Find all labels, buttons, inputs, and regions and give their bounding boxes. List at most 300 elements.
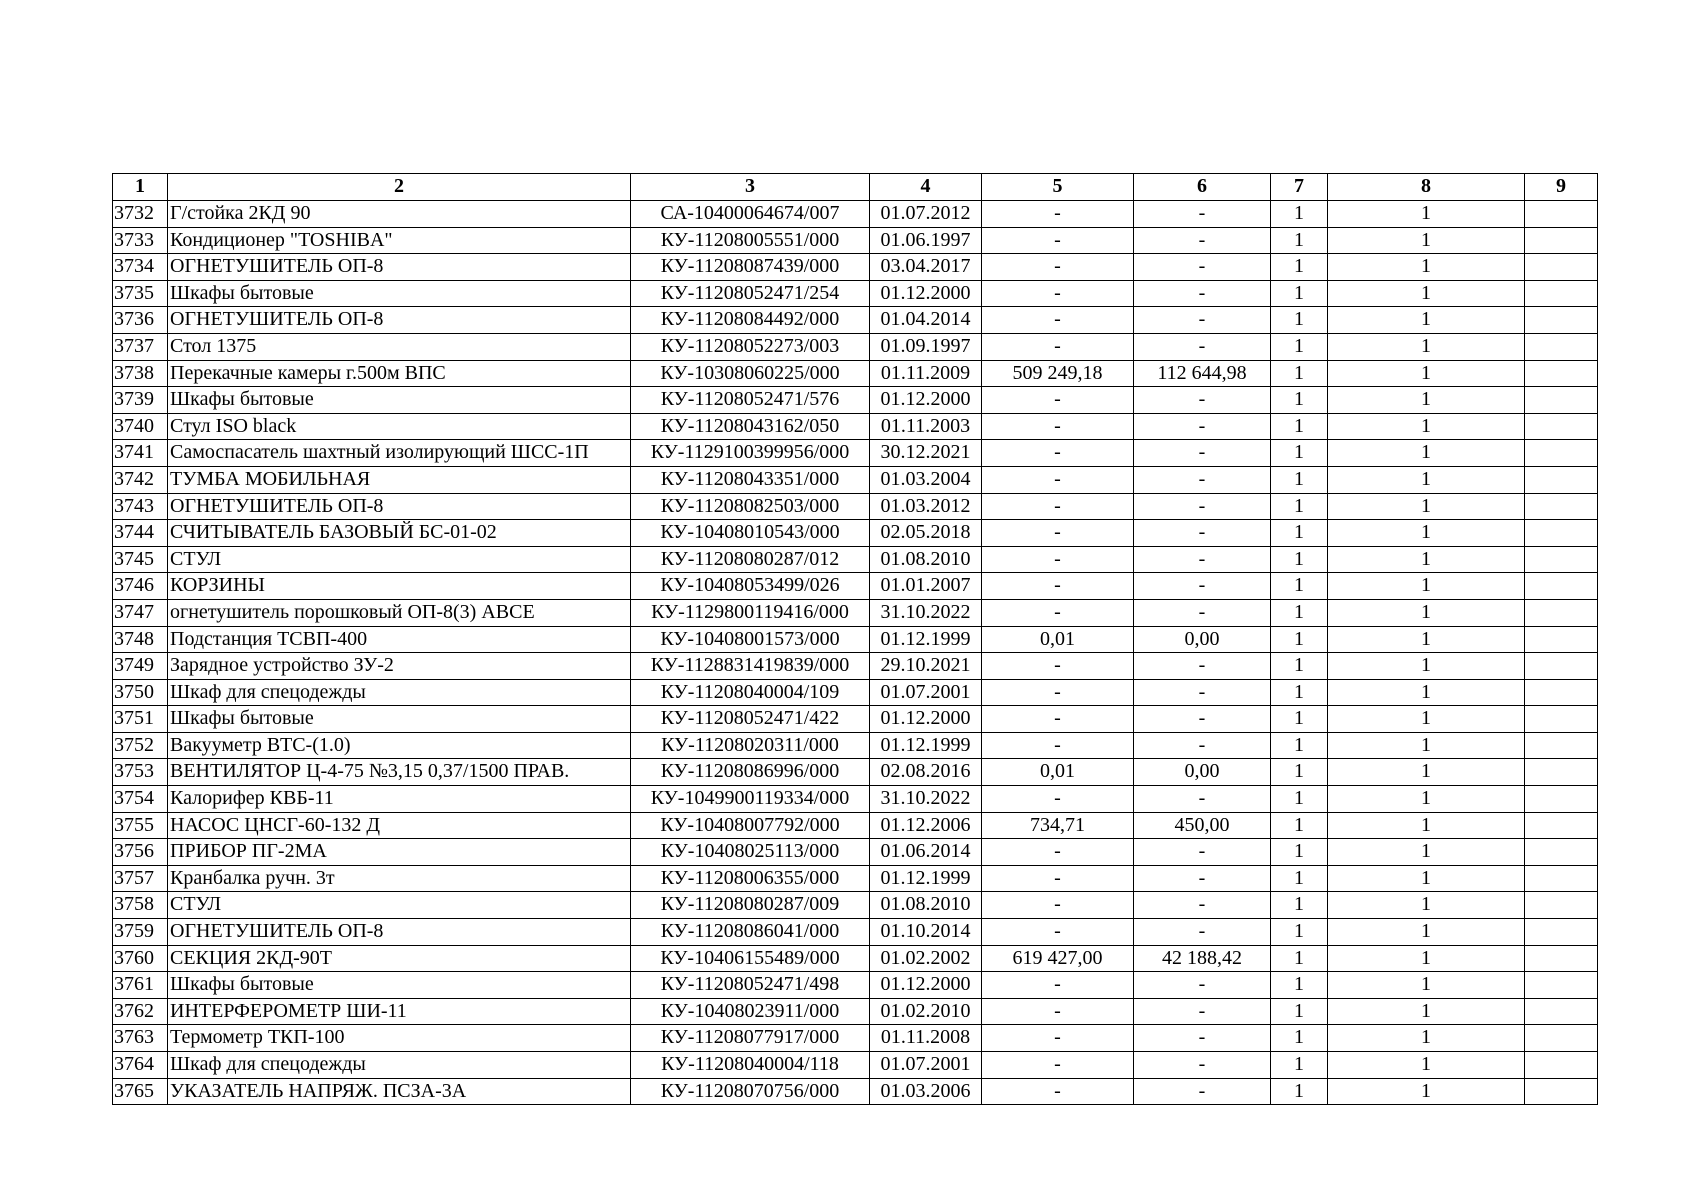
value-5-cell: - (982, 786, 1134, 813)
date-cell: 01.03.2006 (870, 1078, 982, 1105)
value-9-cell (1525, 493, 1598, 520)
value-7-cell: 1 (1271, 679, 1328, 706)
name-cell: СЧИТЫВАТЕЛЬ БАЗОВЫЙ БС-01-02 (168, 520, 631, 547)
date-cell: 01.06.2014 (870, 839, 982, 866)
value-9-cell (1525, 998, 1598, 1025)
value-5-cell: - (982, 599, 1134, 626)
value-9-cell (1525, 626, 1598, 653)
value-9-cell (1525, 333, 1598, 360)
value-5-cell: - (982, 227, 1134, 254)
value-9-cell (1525, 440, 1598, 467)
row-number-cell: 3739 (113, 387, 168, 414)
value-9-cell (1525, 945, 1598, 972)
value-9-cell (1525, 573, 1598, 600)
date-cell: 01.01.2007 (870, 573, 982, 600)
table-row (113, 440, 1598, 467)
date-cell: 01.10.2014 (870, 919, 982, 946)
name-cell: Кранбалка ручн. 3т (168, 865, 631, 892)
column-header: 7 (1271, 174, 1328, 201)
value-5-cell: - (982, 413, 1134, 440)
inventory-code-cell: КУ-11208082503/000 (631, 493, 870, 520)
value-5-cell: - (982, 520, 1134, 547)
row-number-cell: 3763 (113, 1025, 168, 1052)
row-number-cell: 3737 (113, 333, 168, 360)
value-7-cell: 1 (1271, 520, 1328, 547)
name-cell: ТУМБА МОБИЛЬНАЯ (168, 466, 631, 493)
value-9-cell (1525, 892, 1598, 919)
name-cell: Вакууметр ВТС-(1.0) (168, 732, 631, 759)
name-cell: УКАЗАТЕЛЬ НАПРЯЖ. ПСЗА-3А (168, 1078, 631, 1105)
value-5-cell: - (982, 919, 1134, 946)
inventory-code-cell: КУ-11208043351/000 (631, 466, 870, 493)
column-header: 1 (113, 174, 168, 201)
value-8-cell: 1 (1328, 1078, 1525, 1105)
date-cell: 01.07.2001 (870, 679, 982, 706)
row-number-cell: 3751 (113, 706, 168, 733)
inventory-code-cell: КУ-10408001573/000 (631, 626, 870, 653)
value-8-cell: 1 (1328, 626, 1525, 653)
inventory-code-cell: КУ-11208043162/050 (631, 413, 870, 440)
date-cell: 01.12.1999 (870, 732, 982, 759)
date-cell: 01.12.1999 (870, 626, 982, 653)
value-7-cell: 1 (1271, 706, 1328, 733)
value-5-cell: - (982, 679, 1134, 706)
value-6-cell: - (1134, 919, 1271, 946)
value-7-cell: 1 (1271, 440, 1328, 467)
value-8-cell: 1 (1328, 653, 1525, 680)
row-number-cell: 3744 (113, 520, 168, 547)
value-7-cell: 1 (1271, 759, 1328, 786)
name-cell: Подстанция ТСВП-400 (168, 626, 631, 653)
inventory-code-cell: КУ-10408010543/000 (631, 520, 870, 547)
value-8-cell: 1 (1328, 706, 1525, 733)
name-cell: Зарядное устройство ЗУ-2 (168, 653, 631, 680)
value-8-cell: 1 (1328, 520, 1525, 547)
value-8-cell: 1 (1328, 546, 1525, 573)
value-6-cell: - (1134, 1025, 1271, 1052)
name-cell: Кондиционер "TOSHIBA" (168, 227, 631, 254)
value-9-cell (1525, 839, 1598, 866)
value-8-cell: 1 (1328, 812, 1525, 839)
value-6-cell: - (1134, 839, 1271, 866)
value-6-cell: - (1134, 520, 1271, 547)
date-cell: 01.08.2010 (870, 546, 982, 573)
table-body (113, 201, 1598, 1105)
row-number-cell: 3762 (113, 998, 168, 1025)
value-7-cell: 1 (1271, 786, 1328, 813)
value-6-cell: - (1134, 493, 1271, 520)
inventory-code-cell: КУ-11208040004/109 (631, 679, 870, 706)
date-cell: 01.11.2008 (870, 1025, 982, 1052)
value-5-cell: - (982, 1052, 1134, 1079)
inventory-code-cell: КУ-11208086996/000 (631, 759, 870, 786)
value-5-cell: 0,01 (982, 626, 1134, 653)
value-7-cell: 1 (1271, 732, 1328, 759)
value-5-cell: - (982, 387, 1134, 414)
row-number-cell: 3743 (113, 493, 168, 520)
value-9-cell (1525, 679, 1598, 706)
value-9-cell (1525, 307, 1598, 334)
value-7-cell: 1 (1271, 227, 1328, 254)
value-5-cell: - (982, 280, 1134, 307)
value-9-cell (1525, 387, 1598, 414)
row-number-cell: 3734 (113, 254, 168, 281)
value-5-cell: 0,01 (982, 759, 1134, 786)
value-8-cell: 1 (1328, 892, 1525, 919)
value-5-cell: - (982, 706, 1134, 733)
value-7-cell: 1 (1271, 307, 1328, 334)
column-header: 8 (1328, 174, 1525, 201)
date-cell: 03.04.2017 (870, 254, 982, 281)
value-5-cell: 619 427,00 (982, 945, 1134, 972)
value-7-cell: 1 (1271, 626, 1328, 653)
date-cell: 01.12.2000 (870, 972, 982, 999)
value-5-cell: - (982, 1025, 1134, 1052)
value-7-cell: 1 (1271, 1025, 1328, 1052)
table-row (113, 307, 1598, 334)
name-cell: Шкаф для спецодежды (168, 679, 631, 706)
value-6-cell: - (1134, 307, 1271, 334)
value-7-cell: 1 (1271, 892, 1328, 919)
row-number-cell: 3761 (113, 972, 168, 999)
date-cell: 01.02.2002 (870, 945, 982, 972)
date-cell: 01.03.2004 (870, 466, 982, 493)
table-row (113, 227, 1598, 254)
name-cell: СЕКЦИЯ 2КД-90Т (168, 945, 631, 972)
value-6-cell: - (1134, 599, 1271, 626)
value-7-cell: 1 (1271, 839, 1328, 866)
value-6-cell: - (1134, 227, 1271, 254)
date-cell: 01.12.2000 (870, 706, 982, 733)
value-9-cell (1525, 653, 1598, 680)
row-number-cell: 3760 (113, 945, 168, 972)
date-cell: 01.07.2012 (870, 201, 982, 228)
name-cell: СТУЛ (168, 892, 631, 919)
date-cell: 02.08.2016 (870, 759, 982, 786)
date-cell: 01.07.2001 (870, 1052, 982, 1079)
value-6-cell: - (1134, 466, 1271, 493)
value-6-cell: - (1134, 573, 1271, 600)
table-row (113, 599, 1598, 626)
table-row (113, 387, 1598, 414)
value-7-cell: 1 (1271, 493, 1328, 520)
date-cell: 01.03.2012 (870, 493, 982, 520)
table-row (113, 865, 1598, 892)
value-5-cell: 509 249,18 (982, 360, 1134, 387)
table-row (113, 626, 1598, 653)
row-number-cell: 3747 (113, 599, 168, 626)
name-cell: Шкафы бытовые (168, 706, 631, 733)
value-8-cell: 1 (1328, 972, 1525, 999)
value-9-cell (1525, 706, 1598, 733)
row-number-cell: 3746 (113, 573, 168, 600)
value-8-cell: 1 (1328, 1052, 1525, 1079)
row-number-cell: 3754 (113, 786, 168, 813)
name-cell: Калорифер КВБ-11 (168, 786, 631, 813)
column-header: 4 (870, 174, 982, 201)
inventory-code-cell: КУ-11208006355/000 (631, 865, 870, 892)
value-6-cell: - (1134, 865, 1271, 892)
name-cell: Шкафы бытовые (168, 280, 631, 307)
table-row (113, 892, 1598, 919)
inventory-code-cell: КУ-1049900119334/000 (631, 786, 870, 813)
date-cell: 01.04.2014 (870, 307, 982, 334)
inventory-code-cell: КУ-1129100399956/000 (631, 440, 870, 467)
value-8-cell: 1 (1328, 945, 1525, 972)
inventory-code-cell: КУ-11208077917/000 (631, 1025, 870, 1052)
inventory-code-cell: КУ-1128831419839/000 (631, 653, 870, 680)
inventory-code-cell: КУ-11208084492/000 (631, 307, 870, 334)
inventory-code-cell: КУ-11208070756/000 (631, 1078, 870, 1105)
value-8-cell: 1 (1328, 360, 1525, 387)
table-row (113, 1052, 1598, 1079)
value-6-cell: - (1134, 413, 1271, 440)
table-row (113, 839, 1598, 866)
value-6-cell: - (1134, 972, 1271, 999)
value-7-cell: 1 (1271, 945, 1328, 972)
value-9-cell (1525, 732, 1598, 759)
value-5-cell: - (982, 653, 1134, 680)
table-row (113, 413, 1598, 440)
value-7-cell: 1 (1271, 865, 1328, 892)
table-row (113, 466, 1598, 493)
value-7-cell: 1 (1271, 1078, 1328, 1105)
inventory-code-cell: КУ-1129800119416/000 (631, 599, 870, 626)
date-cell: 01.06.1997 (870, 227, 982, 254)
value-9-cell (1525, 546, 1598, 573)
value-9-cell (1525, 1052, 1598, 1079)
value-5-cell: - (982, 333, 1134, 360)
value-6-cell: 112 644,98 (1134, 360, 1271, 387)
row-number-cell: 3764 (113, 1052, 168, 1079)
row-number-cell: 3741 (113, 440, 168, 467)
value-6-cell: - (1134, 254, 1271, 281)
value-9-cell (1525, 919, 1598, 946)
value-5-cell: - (982, 972, 1134, 999)
value-6-cell: - (1134, 706, 1271, 733)
row-number-cell: 3757 (113, 865, 168, 892)
value-5-cell: - (982, 307, 1134, 334)
column-header: 9 (1525, 174, 1598, 201)
value-7-cell: 1 (1271, 333, 1328, 360)
value-7-cell: 1 (1271, 972, 1328, 999)
name-cell: ИНТЕРФЕРОМЕТР ШИ-11 (168, 998, 631, 1025)
table-row (113, 280, 1598, 307)
value-5-cell: - (982, 493, 1134, 520)
value-7-cell: 1 (1271, 812, 1328, 839)
value-5-cell: - (982, 440, 1134, 467)
table-row (113, 493, 1598, 520)
row-number-cell: 3735 (113, 280, 168, 307)
value-7-cell: 1 (1271, 254, 1328, 281)
value-8-cell: 1 (1328, 732, 1525, 759)
date-cell: 01.12.2006 (870, 812, 982, 839)
name-cell: Шкафы бытовые (168, 972, 631, 999)
value-6-cell: - (1134, 201, 1271, 228)
inventory-code-cell: КУ-11208052471/254 (631, 280, 870, 307)
value-7-cell: 1 (1271, 360, 1328, 387)
name-cell: Стол 1375 (168, 333, 631, 360)
table-row (113, 520, 1598, 547)
name-cell: СТУЛ (168, 546, 631, 573)
value-7-cell: 1 (1271, 280, 1328, 307)
value-8-cell: 1 (1328, 227, 1525, 254)
value-9-cell (1525, 865, 1598, 892)
date-cell: 01.11.2003 (870, 413, 982, 440)
value-5-cell: - (982, 254, 1134, 281)
value-8-cell: 1 (1328, 1025, 1525, 1052)
value-6-cell: - (1134, 679, 1271, 706)
row-number-cell: 3749 (113, 653, 168, 680)
table-row (113, 759, 1598, 786)
value-8-cell: 1 (1328, 759, 1525, 786)
name-cell: Перекачные камеры г.500м ВПС (168, 360, 631, 387)
row-number-cell: 3758 (113, 892, 168, 919)
value-7-cell: 1 (1271, 387, 1328, 414)
name-cell: ПРИБОР ПГ-2МА (168, 839, 631, 866)
value-8-cell: 1 (1328, 573, 1525, 600)
value-9-cell (1525, 812, 1598, 839)
name-cell: ОГНЕТУШИТЕЛЬ ОП-8 (168, 307, 631, 334)
inventory-code-cell: КУ-10408053499/026 (631, 573, 870, 600)
value-5-cell: 734,71 (982, 812, 1134, 839)
table-row (113, 732, 1598, 759)
name-cell: Самоспасатель шахтный изолирующий ШСС-1П (168, 440, 631, 467)
inventory-code-cell: КУ-11208086041/000 (631, 919, 870, 946)
row-number-cell: 3765 (113, 1078, 168, 1105)
date-cell: 01.08.2010 (870, 892, 982, 919)
value-6-cell: - (1134, 1052, 1271, 1079)
name-cell: ОГНЕТУШИТЕЛЬ ОП-8 (168, 493, 631, 520)
date-cell: 31.10.2022 (870, 599, 982, 626)
table-row (113, 333, 1598, 360)
value-6-cell: - (1134, 892, 1271, 919)
value-8-cell: 1 (1328, 280, 1525, 307)
table-row (113, 919, 1598, 946)
name-cell: огнетушитель порошковый ОП-8(3) АВСЕ (168, 599, 631, 626)
row-number-cell: 3756 (113, 839, 168, 866)
value-8-cell: 1 (1328, 919, 1525, 946)
name-cell: ОГНЕТУШИТЕЛЬ ОП-8 (168, 254, 631, 281)
value-8-cell: 1 (1328, 413, 1525, 440)
inventory-code-cell: КУ-11208052273/003 (631, 333, 870, 360)
row-number-cell: 3738 (113, 360, 168, 387)
table-row (113, 254, 1598, 281)
table-row (113, 1078, 1598, 1105)
row-number-cell: 3733 (113, 227, 168, 254)
value-6-cell: - (1134, 546, 1271, 573)
inventory-code-cell: КУ-11208052471/498 (631, 972, 870, 999)
value-7-cell: 1 (1271, 466, 1328, 493)
name-cell: КОРЗИНЫ (168, 573, 631, 600)
inventory-code-cell: КУ-11208087439/000 (631, 254, 870, 281)
value-5-cell: - (982, 1078, 1134, 1105)
table-row (113, 998, 1598, 1025)
row-number-cell: 3759 (113, 919, 168, 946)
value-6-cell: 0,00 (1134, 759, 1271, 786)
value-5-cell: - (982, 546, 1134, 573)
value-6-cell: 0,00 (1134, 626, 1271, 653)
value-9-cell (1525, 413, 1598, 440)
value-9-cell (1525, 254, 1598, 281)
value-7-cell: 1 (1271, 413, 1328, 440)
value-6-cell: 42 188,42 (1134, 945, 1271, 972)
value-8-cell: 1 (1328, 493, 1525, 520)
value-6-cell: - (1134, 387, 1271, 414)
value-9-cell (1525, 599, 1598, 626)
value-9-cell (1525, 1025, 1598, 1052)
value-7-cell: 1 (1271, 201, 1328, 228)
row-number-cell: 3745 (113, 546, 168, 573)
inventory-code-cell: КУ-11208052471/422 (631, 706, 870, 733)
name-cell: НАСОС ЦНСГ-60-132 Д (168, 812, 631, 839)
date-cell: 01.12.1999 (870, 865, 982, 892)
header-row (113, 174, 1598, 201)
inventory-code-cell: КУ-10408025113/000 (631, 839, 870, 866)
value-8-cell: 1 (1328, 679, 1525, 706)
table-row (113, 1025, 1598, 1052)
row-number-cell: 3732 (113, 201, 168, 228)
row-number-cell: 3736 (113, 307, 168, 334)
table-row (113, 360, 1598, 387)
table-row (113, 972, 1598, 999)
value-9-cell (1525, 360, 1598, 387)
value-8-cell: 1 (1328, 201, 1525, 228)
table-row (113, 706, 1598, 733)
value-6-cell: - (1134, 1078, 1271, 1105)
inventory-code-cell: КУ-10308060225/000 (631, 360, 870, 387)
table-row (113, 573, 1598, 600)
value-8-cell: 1 (1328, 333, 1525, 360)
row-number-cell: 3748 (113, 626, 168, 653)
name-cell: Стул ISO black (168, 413, 631, 440)
value-7-cell: 1 (1271, 1052, 1328, 1079)
column-header: 2 (168, 174, 631, 201)
row-number-cell: 3755 (113, 812, 168, 839)
date-cell: 01.12.2000 (870, 387, 982, 414)
inventory-code-cell: КУ-11208040004/118 (631, 1052, 870, 1079)
date-cell: 01.02.2010 (870, 998, 982, 1025)
value-9-cell (1525, 1078, 1598, 1105)
value-8-cell: 1 (1328, 786, 1525, 813)
table-row (113, 812, 1598, 839)
value-5-cell: - (982, 732, 1134, 759)
inventory-code-cell: КУ-11208080287/009 (631, 892, 870, 919)
value-9-cell (1525, 466, 1598, 493)
value-8-cell: 1 (1328, 440, 1525, 467)
row-number-cell: 3753 (113, 759, 168, 786)
value-9-cell (1525, 201, 1598, 228)
value-9-cell (1525, 786, 1598, 813)
row-number-cell: 3752 (113, 732, 168, 759)
value-8-cell: 1 (1328, 998, 1525, 1025)
value-7-cell: 1 (1271, 599, 1328, 626)
row-number-cell: 3742 (113, 466, 168, 493)
inventory-code-cell: КУ-11208052471/576 (631, 387, 870, 414)
date-cell: 02.05.2018 (870, 520, 982, 547)
value-6-cell: - (1134, 653, 1271, 680)
value-9-cell (1525, 520, 1598, 547)
value-7-cell: 1 (1271, 998, 1328, 1025)
table-row (113, 786, 1598, 813)
table-row (113, 945, 1598, 972)
value-5-cell: - (982, 892, 1134, 919)
value-7-cell: 1 (1271, 653, 1328, 680)
value-5-cell: - (982, 865, 1134, 892)
date-cell: 30.12.2021 (870, 440, 982, 467)
value-7-cell: 1 (1271, 573, 1328, 600)
value-9-cell (1525, 227, 1598, 254)
